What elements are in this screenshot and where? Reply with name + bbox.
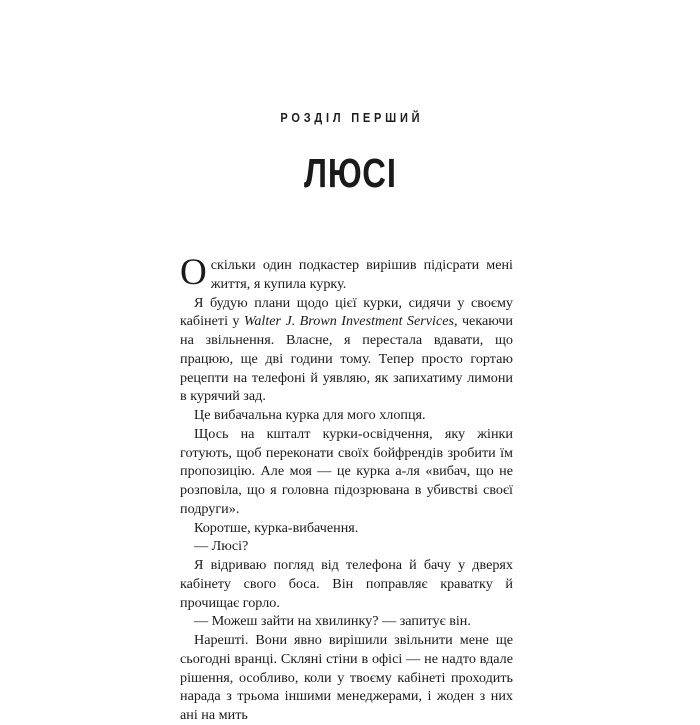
paragraph-employer [180, 294, 513, 407]
paragraph-employer-text-before: Я будую плани щодо цієї курки, сидячи у своєму кабінеті у [180, 294, 513, 330]
paragraph-dialogue-boss: — Можеш зайти на хвилинку? — запитує він. [194, 613, 471, 630]
chapter-number-label: РОЗДІЛ ПЕРШИЙ [280, 111, 424, 125]
paragraph-opening: Оскільки один подкастер вирішив підісрати мені життя, я купила курку. [180, 252, 513, 293]
paragraph-apology-chicken: Це вибачальна курка для мого хлопця. [194, 407, 426, 423]
paragraph-summary: Коротше, курка-вибачення. [194, 519, 359, 536]
employer-name-italic: Walter J. Brown Investment Services [243, 313, 455, 330]
chapter-title: ЛЮСІ [303, 149, 397, 196]
chapter-heading-group [0, 112, 700, 195]
paragraph-proposal-chicken: Щось на кшталт курки-освідчення, яку жінки готують, щоб переконати своїх бойфрендів зробити їм пропозицію. Але моя — це курка а-ля «вибач, що не розповіла, що я головна підозрювана в убивстві своєї подруги». [180, 425, 513, 517]
paragraph-employer-text-after: , чекаючи на звільнення. Власне, я перестала вдавати, що працюю, ще дві години тому. Тепер просто гортаю рецепти на телефоні й уявляю, як запихатиму лимони в курячий зад. [180, 313, 513, 405]
paragraph-finally: Нарешті. Вони явно вирішили звільнити мене ще сьогодні вранці. Скляні стіни в офісі — не надто вдале рішення, особливо, коли у твоєму кабінеті проходить нарада з трьома іншими менеджерами, і жоден з них ані на мить [180, 632, 513, 723]
paragraph-boss-doorway: Я відриваю погляд від телефона й бачу у дверях кабінету свого боса. Він поправляє краватку й прочищає горло. [180, 557, 513, 611]
body-text-block [180, 252, 513, 725]
paragraph-dialogue-lucy: — Люсі? [194, 538, 249, 555]
